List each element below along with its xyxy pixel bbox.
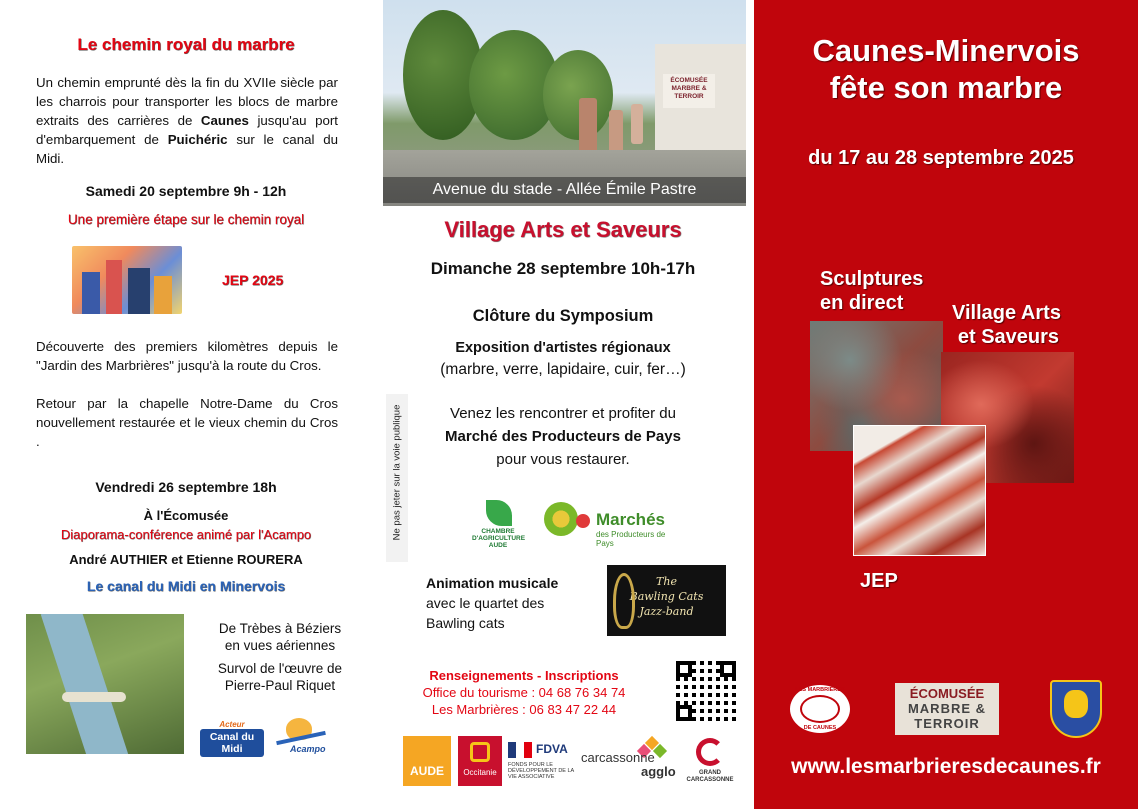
village-date: Dimanche 28 septembre 10h-17h [430, 259, 696, 278]
grand-carcassonne-text: GRAND CARCASSONNE [686, 770, 734, 783]
event1-description-1: Découverte des premiers kilomètres depuis le "Jardin des Marbrières" jusqu'à la route du Cros. [36, 339, 338, 373]
label-sculptures-line2: en direct [820, 292, 904, 314]
les-marbrieres-logo [788, 683, 852, 735]
left-panel [0, 0, 372, 809]
expo-title: Exposition d'artistes régionaux [455, 340, 671, 356]
chambre-agriculture-logo [472, 500, 524, 550]
event2-date: Vendredi 26 septembre 18h [95, 479, 277, 495]
office-tourisme-phone: Office du tourisme : 04 68 76 34 74 [422, 685, 626, 700]
label-sculptures-line1: Sculptures [820, 268, 924, 290]
invite-line1: Venez les rencontrer et profiter du [450, 405, 676, 422]
fdva-logo-subtext: FONDS POUR LE DÉVELOPPEMENT DE LA VIE ASSOCIATIVE [508, 762, 574, 780]
marches-logo-subtitle: des Producteurs de Pays [596, 530, 666, 548]
band-line2: Bawling Cats [629, 590, 704, 603]
logo-canal-main: Canal du Midi [200, 729, 264, 757]
marches-producteurs-logo [542, 498, 676, 548]
canal-text-2-line1: Survol de l'œuvre de [217, 661, 343, 676]
symposium-closing: Clôture du Symposium [472, 307, 654, 325]
logo-canal-top: Acteur [219, 720, 245, 729]
acteur-canal-du-midi-logo [200, 720, 264, 754]
acampo-logo [272, 716, 332, 758]
event2-speakers: André AUTHIER et Etienne ROURERA [69, 552, 303, 567]
canal-aerial-photo [26, 614, 184, 754]
event2-theme: Le canal du Midi en Minervois [86, 578, 286, 594]
main-title [754, 32, 1138, 106]
ecomusee-logo-c: TERROIR [914, 716, 980, 731]
label-village-line1: Village Arts [952, 302, 1061, 324]
festival-dates: du 17 au 28 septembre 2025 [808, 147, 1074, 169]
occitanie-logo [458, 736, 502, 786]
vertical-note-text: Ne pas jeter sur la voie publique [391, 404, 403, 541]
animation-block [426, 573, 606, 633]
label-sculptures [820, 267, 923, 315]
marbrieres-phone: Les Marbrières : 06 83 47 22 44 [431, 702, 617, 717]
event2-place: À l'Écomusée [143, 508, 229, 523]
animation-line3: Bawling cats [426, 615, 505, 631]
intro-bold-caunes: Caunes [200, 113, 249, 128]
intro-text-3: sur le canal du Midi. [36, 132, 338, 166]
intro-text-1: Un chemin emprunté dès la fin du XVIIe siècle par les charrois pour transporter les blocs de marbre extraits des carrières de [36, 75, 338, 128]
main-title-line1: Caunes-Minervois [812, 33, 1080, 68]
intro-text-2: jusqu'au port d'embarquement de [36, 113, 339, 147]
marches-logo-title: Marchés [596, 510, 665, 529]
grand-carcassonne-logo [686, 736, 734, 786]
occitanie-logo-text: Occitanie [463, 768, 497, 777]
band-line3: Jazz-band [639, 605, 694, 618]
canal-text-1 [192, 620, 368, 654]
chambre-logo-text: CHAMBRE D'AGRICULTURE AUDE [472, 528, 526, 549]
expo-materials: (marbre, verre, lapidaire, cuir, fer…) [440, 361, 686, 378]
animation-title: Animation musicale [426, 575, 559, 591]
coat-of-arms-icon [1050, 680, 1102, 738]
canal-text-2 [192, 660, 368, 694]
event1-date: Samedi 20 septembre 9h - 12h [85, 183, 287, 199]
website-url[interactable]: www.lesmarbrieresdecaunes.fr [791, 755, 1101, 778]
ecomusee-photo [383, 0, 746, 206]
canal-text-1-line1: De Trèbes à Béziers [218, 621, 342, 636]
village-title: Village Arts et Saveurs [444, 217, 682, 242]
event1-subtitle: Une première étape sur le chemin royal [67, 212, 305, 227]
qr-code[interactable] [676, 661, 736, 721]
intro-bold-puicheric: Puichéric [167, 132, 228, 147]
canal-text-2-line2: Pierre-Paul Riquet [224, 678, 336, 693]
jep-2025-label: JEP 2025 [222, 272, 284, 288]
carca-logo-text1: carcassonne [581, 750, 655, 765]
marble-sample-white-red [853, 425, 986, 556]
fdva-logo-text: FDVA [536, 742, 568, 756]
label-village [952, 301, 1061, 349]
bawling-cats-logo [607, 565, 726, 636]
jep-illustration [72, 246, 182, 314]
ecomusee-sign: ÉCOMUSÉE MARBRE & TERROIR [663, 74, 715, 108]
vertical-disposal-note [386, 394, 408, 562]
chemin-royal-title: Le chemin royal du marbre [77, 35, 295, 54]
renseignements-title: Renseignements - Inscriptions [429, 668, 619, 683]
fdva-logo [508, 736, 578, 786]
aude-logo: AUDE [403, 736, 451, 786]
event1-description-2: Retour par la chapelle Notre-Dame du Cros nouvellement restaurée et le vieux chemin du Cros . [36, 396, 338, 449]
marbrieres-logo-top: LES MARBRIÈRES [795, 687, 845, 693]
saxophone-icon [613, 573, 635, 629]
label-jep: JEP [860, 570, 898, 592]
main-title-line2: fête son marbre [829, 70, 1063, 105]
ecomusee-logo-a: ÉCOMUSÉE [909, 686, 985, 701]
band-line1: The [656, 575, 677, 588]
chemin-royal-intro [36, 73, 338, 168]
carca-logo-text2: agglo [641, 764, 676, 779]
acampo-logo-text: Acampo [290, 744, 326, 754]
invite-line3: pour vous restaurer. [496, 451, 630, 468]
marbrieres-logo-bottom: DE CAUNES [803, 725, 837, 731]
invite-marche: Marché des Producteurs de Pays [445, 428, 681, 445]
ecomusee-logo [895, 683, 999, 735]
photo-caption: Avenue du stade - Allée Émile Pastre [383, 177, 746, 203]
label-village-line2: et Saveurs [957, 326, 1060, 348]
ecomusee-logo-b: MARBRE & [907, 701, 987, 716]
animation-line2: avec le quartet des [426, 595, 545, 611]
event2-subtitle: Diaporama-conférence animé par l'Acampo [60, 527, 312, 542]
carcassonne-agglo-logo [581, 736, 685, 786]
canal-text-1-line2: en vues aériennes [224, 638, 336, 653]
